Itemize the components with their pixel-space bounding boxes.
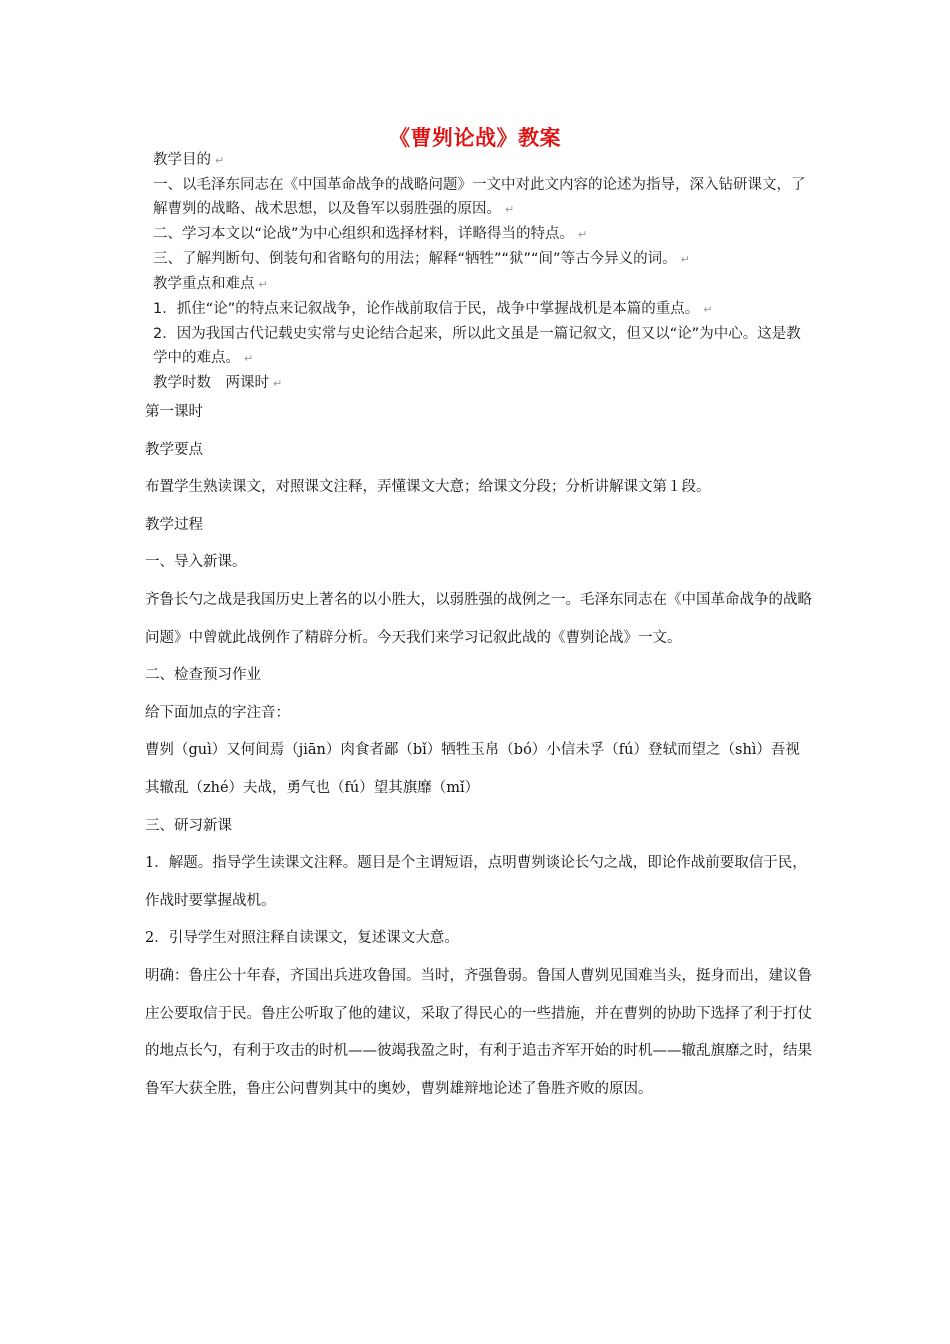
goal-item-1-text: 一、以毛泽东同志在《中国革命战争的战略问题》一文中对此文内容的论述为指导，深入钻研课文，了解曹刿的战略、战术思想，以及鲁军以弱胜强的原因。: [153, 177, 806, 217]
explain-text: 明确：鲁庄公十年春，齐国出兵进攻鲁国。当时，齐强鲁弱。鲁国人曹刿见国难当头，挺身而出，建议鲁庄公要取信于民。鲁庄公听取了他的建议，采取了得民心的一些措施，并在曹刿的协助下选择了利于打仗的地点长勺，有利于攻击的时机——彼竭我盈之时，有利于追击齐军开始的时机——辙乱旗靡之时，结果鲁军大获全胜，鲁庄公问曹刿其中的奥妙，曹刿雄辩地论述了鲁胜齐败的原因。: [145, 967, 812, 1097]
process-heading: 教学过程: [145, 516, 203, 533]
step-3-heading: 三、研习新课: [145, 817, 232, 834]
teaching-goals: [153, 148, 813, 396]
paragraph-mark-icon: ↵: [505, 203, 515, 216]
paragraph-mark-icon: ↵: [578, 228, 588, 241]
step-2-intro: 给下面加点的字注音：: [145, 704, 290, 721]
paragraph-mark-icon: ↵: [273, 377, 283, 390]
step-1-text: 齐鲁长勺之战是我国历史上著名的以小胜大，以弱胜强的战例之一。毛泽东同志在《中国革命战争的战略问题》中曾就此战例作了精辟分析。今天我们来学习记叙此战的《曹刿论战》一文。: [145, 591, 812, 646]
paragraph-mark-icon: ↵: [244, 352, 254, 365]
phonetics-text: 曹刿（guì）又何间焉（jiān）肉食者鄙（bǐ）牺牲玉帛（bó）小信未孚（fú）登轼而望之（shì）吾视其辙乱（zhé）夫战，勇气也（fú）望其旗靡（mǐ）: [145, 742, 800, 796]
teaching-hours: [153, 371, 813, 396]
goals-heading-line: [153, 148, 813, 173]
focus-item-2: [153, 322, 813, 371]
paragraph-mark-icon: ↵: [703, 303, 713, 316]
focus-heading-line: [153, 272, 813, 297]
paragraph-mark-icon: ↵: [258, 278, 268, 291]
page-title: 《曹刿论战》教案: [389, 126, 561, 150]
step-3-2-text: 2．引导学生对照注释自读课文，复述课文大意。: [145, 930, 459, 947]
step-1-heading: 一、导入新课。: [145, 554, 247, 571]
goal-item-3-text: 三、了解判断句、倒装句和省略句的用法；解释“牺牲”“狱”“间”等古今异义的词。: [153, 251, 677, 267]
teaching-hours-text: 教学时数 两课时: [153, 375, 269, 391]
goals-heading: 教学目的: [153, 152, 211, 168]
focus-item-1-text: 1．抓住“论”的特点来记叙战争，论作战前取信于民，战争中掌握战机是本篇的重点。: [153, 301, 700, 317]
focus-item-1: [153, 297, 813, 322]
focus-item-2-text: 2．因为我国古代记载史实常与史论结合起来，所以此文虽是一篇记叙文，但又以“论”为中心。这是教学中的难点。: [153, 326, 801, 366]
goal-item-1: [153, 173, 813, 222]
goal-item-2-text: 二、学习本文以“论战”为中心组织和选择材料，详略得当的特点。: [153, 226, 575, 242]
points-heading: 教学要点: [145, 441, 203, 458]
focus-heading: 教学重点和难点: [153, 276, 255, 292]
goal-item-2: [153, 222, 813, 247]
goal-item-3: [153, 247, 813, 272]
step-2-heading: 二、检查预习作业: [145, 667, 261, 684]
paragraph-mark-icon: ↵: [680, 253, 690, 266]
lesson-body: [145, 394, 813, 1108]
points-text: 布置学生熟读课文，对照课文注释，弄懂课文大意；给课文分段；分析讲解课文第１段。: [145, 479, 711, 496]
step-3-1-text: 1．解题。指导学生读课文注释。题目是个主谓短语，点明曹刿谈论长勺之战，即论作战前要取信于民，作战时要掌握战机。: [145, 855, 807, 909]
session-heading: 第一课时: [145, 404, 203, 420]
paragraph-mark-icon: ↵: [215, 154, 225, 167]
